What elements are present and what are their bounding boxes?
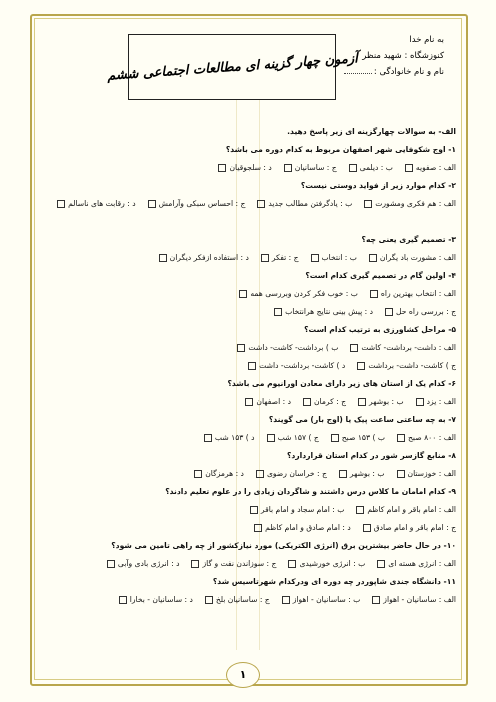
checkbox-icon[interactable] <box>119 596 127 604</box>
option-label: ج ) کاشت- داشت- برداشت <box>368 361 456 370</box>
answer-option[interactable] <box>191 557 276 571</box>
option-label: د ) ۱۵۳ شب <box>214 433 255 442</box>
question-text: ۱۰- در حال حاضر بیشترین برق (انرژی الکتریکی) مورد نیازکشور از چه راهی تامین می شود؟ <box>111 541 456 550</box>
option-label: د : هرمزگان <box>205 469 244 478</box>
checkbox-icon[interactable] <box>356 506 364 514</box>
option-label: ب ) برداشت- کاشت- داشت <box>248 343 339 352</box>
answer-option[interactable] <box>370 287 456 301</box>
checkbox-icon[interactable] <box>257 200 265 208</box>
exam-title: آزمون چهار گزینه ای مطالعات اجتماعی ششم <box>106 50 358 84</box>
option-label: ب : امام سجاد و امام باقر <box>260 505 345 514</box>
checkbox-icon[interactable] <box>350 344 358 352</box>
option-label: ب : خوب فکر کردن وبررسی همه <box>250 289 358 298</box>
option-label: ب : بوشهر <box>349 469 385 478</box>
answer-options-row <box>40 467 456 481</box>
answer-option[interactable] <box>256 467 327 481</box>
option-label: ج ) ۱۵۷ شب <box>277 433 319 442</box>
option-label: الف : صفویه <box>415 163 456 172</box>
answer-options-row <box>40 359 456 373</box>
answer-option[interactable] <box>159 251 249 265</box>
checkbox-icon[interactable] <box>369 254 377 262</box>
checkbox-icon[interactable] <box>372 596 380 604</box>
answer-option[interactable] <box>303 395 346 409</box>
option-label: د ) کاشت- برداشت- داشت <box>259 361 346 370</box>
answer-option[interactable] <box>148 197 246 211</box>
answer-options-row <box>40 197 456 211</box>
checkbox-icon[interactable] <box>254 524 262 532</box>
exam-header <box>48 30 448 108</box>
answer-options-row <box>40 395 456 409</box>
option-label: ب : انرژی خورشیدی <box>299 559 366 568</box>
checkbox-icon[interactable] <box>358 398 366 406</box>
answer-option[interactable] <box>385 305 456 319</box>
checkbox-icon[interactable] <box>370 290 378 298</box>
checkbox-icon[interactable] <box>339 470 347 478</box>
checkbox-icon[interactable] <box>274 308 282 316</box>
answer-option[interactable] <box>194 467 244 481</box>
answer-option[interactable] <box>331 431 385 445</box>
question-text: ۶- کدام یک از استان های زیر دارای معادن اورانیوم می باشد؟ <box>227 379 456 388</box>
answer-option[interactable] <box>250 503 344 517</box>
answer-option[interactable] <box>397 467 457 481</box>
option-label: الف : انرژی هسته ای <box>388 559 456 568</box>
checkbox-icon[interactable] <box>250 506 258 514</box>
basmala: به نام خدا <box>409 35 444 45</box>
checkbox-icon[interactable] <box>377 560 385 568</box>
answer-option[interactable] <box>239 287 358 301</box>
answer-option[interactable] <box>204 431 255 445</box>
checkbox-icon[interactable] <box>239 290 247 298</box>
option-label: الف : انتخاب بهترین راه <box>380 289 456 298</box>
question-text: ۹- کدام امامان ما کلاس درس داشتند و شاگردان زیادی را در علوم تعلیم دادند؟ <box>165 487 456 496</box>
checkbox-icon[interactable] <box>245 398 253 406</box>
checkbox-icon[interactable] <box>107 560 115 568</box>
instructions: الف- به سوالات چهارگزینه ای زیر پاسخ دهید. <box>287 127 456 136</box>
question-text: ۷- به چه ساعتی ساعت پیک یا (اوج بار) می گویند؟ <box>268 415 456 424</box>
option-label: د : سلجوقیان <box>229 163 272 172</box>
question-text: ۲- کدام موارد زیر از فواید دوستی نیست؟ <box>300 181 456 190</box>
answer-option[interactable] <box>218 161 271 175</box>
checkbox-icon[interactable] <box>218 164 226 172</box>
option-label: الف : داشت- برداشت- کاشت <box>361 343 456 352</box>
checkbox-icon[interactable] <box>204 434 212 442</box>
checkbox-icon[interactable] <box>405 164 413 172</box>
answer-option[interactable] <box>107 557 180 571</box>
answer-option[interactable] <box>282 593 361 607</box>
checkbox-icon[interactable] <box>261 254 269 262</box>
option-label: الف : خوزستان <box>407 469 456 478</box>
option-label: الف : ۸۰۰ صبح <box>408 433 456 442</box>
option-label: ج : امام باقر و امام صادق <box>373 523 456 532</box>
answer-option[interactable] <box>254 521 351 535</box>
answer-option[interactable] <box>119 593 193 607</box>
answer-option[interactable] <box>339 467 385 481</box>
answer-options-row <box>40 287 456 301</box>
answer-option[interactable] <box>288 557 365 571</box>
answer-option[interactable] <box>257 197 352 211</box>
answer-option[interactable] <box>205 593 270 607</box>
option-label: ج : کرمان <box>313 397 347 406</box>
answer-options-row <box>40 251 456 265</box>
answer-options-row <box>40 593 456 607</box>
checkbox-icon[interactable] <box>194 470 202 478</box>
option-label: ج : ساسانیان <box>294 163 337 172</box>
answer-option[interactable] <box>261 251 299 265</box>
option-label: د : انرژی بادی وآبی <box>117 559 180 568</box>
option-label: ج : احساس سبکی وآرامش <box>158 199 246 208</box>
answer-option[interactable] <box>397 431 456 445</box>
school-name: کنوزشگاه : شهید منظر <box>362 51 444 61</box>
checkbox-icon[interactable] <box>397 434 405 442</box>
answer-option[interactable] <box>363 521 456 535</box>
option-label: د : امام صادق و امام کاظم <box>265 523 351 532</box>
checkbox-icon[interactable] <box>303 398 311 406</box>
answer-options-row <box>40 161 456 175</box>
answer-option[interactable] <box>57 197 136 211</box>
checkbox-icon[interactable] <box>267 434 275 442</box>
answer-options-row <box>40 431 456 445</box>
question-text: ۳- تصمیم گیری یعنی چه؟ <box>361 235 456 244</box>
page-number: ۱ <box>226 662 260 688</box>
checkbox-icon[interactable] <box>256 470 264 478</box>
checkbox-icon[interactable] <box>397 470 405 478</box>
checkbox-icon[interactable] <box>363 524 371 532</box>
answer-options-row <box>40 557 456 571</box>
option-label: الف : هم فکری ومشورت <box>375 199 456 208</box>
option-label: ج : خراسان رضوی <box>266 469 327 478</box>
checkbox-icon[interactable] <box>311 254 319 262</box>
answer-option[interactable] <box>245 395 291 409</box>
option-label: د : پیش بینی نتایج هرانتخاب <box>285 307 374 316</box>
checkbox-icon[interactable] <box>385 308 393 316</box>
answer-options-row <box>40 215 456 229</box>
answer-option[interactable] <box>274 305 373 319</box>
option-label: الف : یزد <box>426 397 456 406</box>
option-label: ب : انتخاب <box>321 253 357 262</box>
checkbox-icon[interactable] <box>57 200 65 208</box>
checkbox-icon[interactable] <box>237 344 245 352</box>
question-text: ۸- منابع گازسر شور در کدام استان قراردارد؟ <box>286 451 456 460</box>
option-label: ج : سوزاندن نفت و گاز <box>202 559 277 568</box>
answer-options-row <box>40 341 456 355</box>
answer-option[interactable] <box>405 161 456 175</box>
answer-option[interactable] <box>248 359 345 373</box>
option-label: ج : بررسی راه حل <box>396 307 456 316</box>
answer-option[interactable] <box>377 557 456 571</box>
question-text: ۵- مراحل کشاورزی به ترتیب کدام است؟ <box>304 325 456 334</box>
checkbox-icon[interactable] <box>331 434 339 442</box>
answer-options-row <box>40 521 456 535</box>
option-label: د : ساسانیان - بخارا <box>129 595 193 604</box>
option-label: د : رقابت های ناسالم <box>68 199 136 208</box>
student-name-label: نام و نام خانوادگی : <box>334 64 444 80</box>
answer-option[interactable] <box>349 161 393 175</box>
answer-option[interactable] <box>369 251 456 265</box>
answer-option[interactable] <box>267 431 319 445</box>
option-label: ب : ساسانیان - اهواز <box>292 595 361 604</box>
checkbox-icon[interactable] <box>416 398 424 406</box>
question-text: ۴- اولین گام در تصمیم گیری کدام است؟ <box>305 271 456 280</box>
answer-option[interactable] <box>358 395 404 409</box>
checkbox-icon[interactable] <box>364 200 372 208</box>
option-label: ب : دیلمی <box>359 163 393 172</box>
answer-option[interactable] <box>357 359 456 373</box>
answer-option[interactable] <box>372 593 456 607</box>
option-label: الف : امام باقر و امام کاظم <box>367 505 456 514</box>
option-label: د : اصفهان <box>256 397 291 406</box>
checkbox-icon[interactable] <box>357 362 365 370</box>
option-label: ب : یادگرفتن مطالب جدید <box>268 199 353 208</box>
option-label: الف : مشورت باد یگران <box>379 253 456 262</box>
option-label: د : استفاده ازفکر دیگران <box>169 253 249 262</box>
option-label: ج : ساسانیان بلخ <box>215 595 270 604</box>
answer-option[interactable] <box>311 251 357 265</box>
checkbox-icon[interactable] <box>282 596 290 604</box>
question-text: ۱- اوج شکوفایی شهر اصفهان مربوط به کدام دوره می باشد؟ <box>225 145 456 154</box>
answer-option[interactable] <box>364 197 456 211</box>
option-label: ج : تفکر <box>271 253 299 262</box>
answer-option[interactable] <box>350 341 456 355</box>
answer-option[interactable] <box>284 161 337 175</box>
checkbox-icon[interactable] <box>284 164 292 172</box>
option-label: ب : بوشهر <box>369 397 404 406</box>
checkbox-icon[interactable] <box>349 164 357 172</box>
checkbox-icon[interactable] <box>148 200 156 208</box>
option-label: الف : ساسانیان - اهواز <box>383 595 456 604</box>
answer-options-row <box>40 503 456 517</box>
exam-title-box <box>106 34 358 100</box>
checkbox-icon[interactable] <box>191 560 199 568</box>
question-text: ۱۱- دانشگاه جندی شاپوردر چه دوره ای ودرکدام شهرتاسیس شد؟ <box>212 577 456 586</box>
checkbox-icon[interactable] <box>248 362 256 370</box>
checkbox-icon[interactable] <box>159 254 167 262</box>
checkbox-icon[interactable] <box>288 560 296 568</box>
option-label: ب ) ۱۵۳ صبح <box>341 433 386 442</box>
answer-options-row <box>40 305 456 319</box>
checkbox-icon[interactable] <box>205 596 213 604</box>
answer-option[interactable] <box>356 503 456 517</box>
answer-option[interactable] <box>237 341 338 355</box>
answer-option[interactable] <box>416 395 456 409</box>
